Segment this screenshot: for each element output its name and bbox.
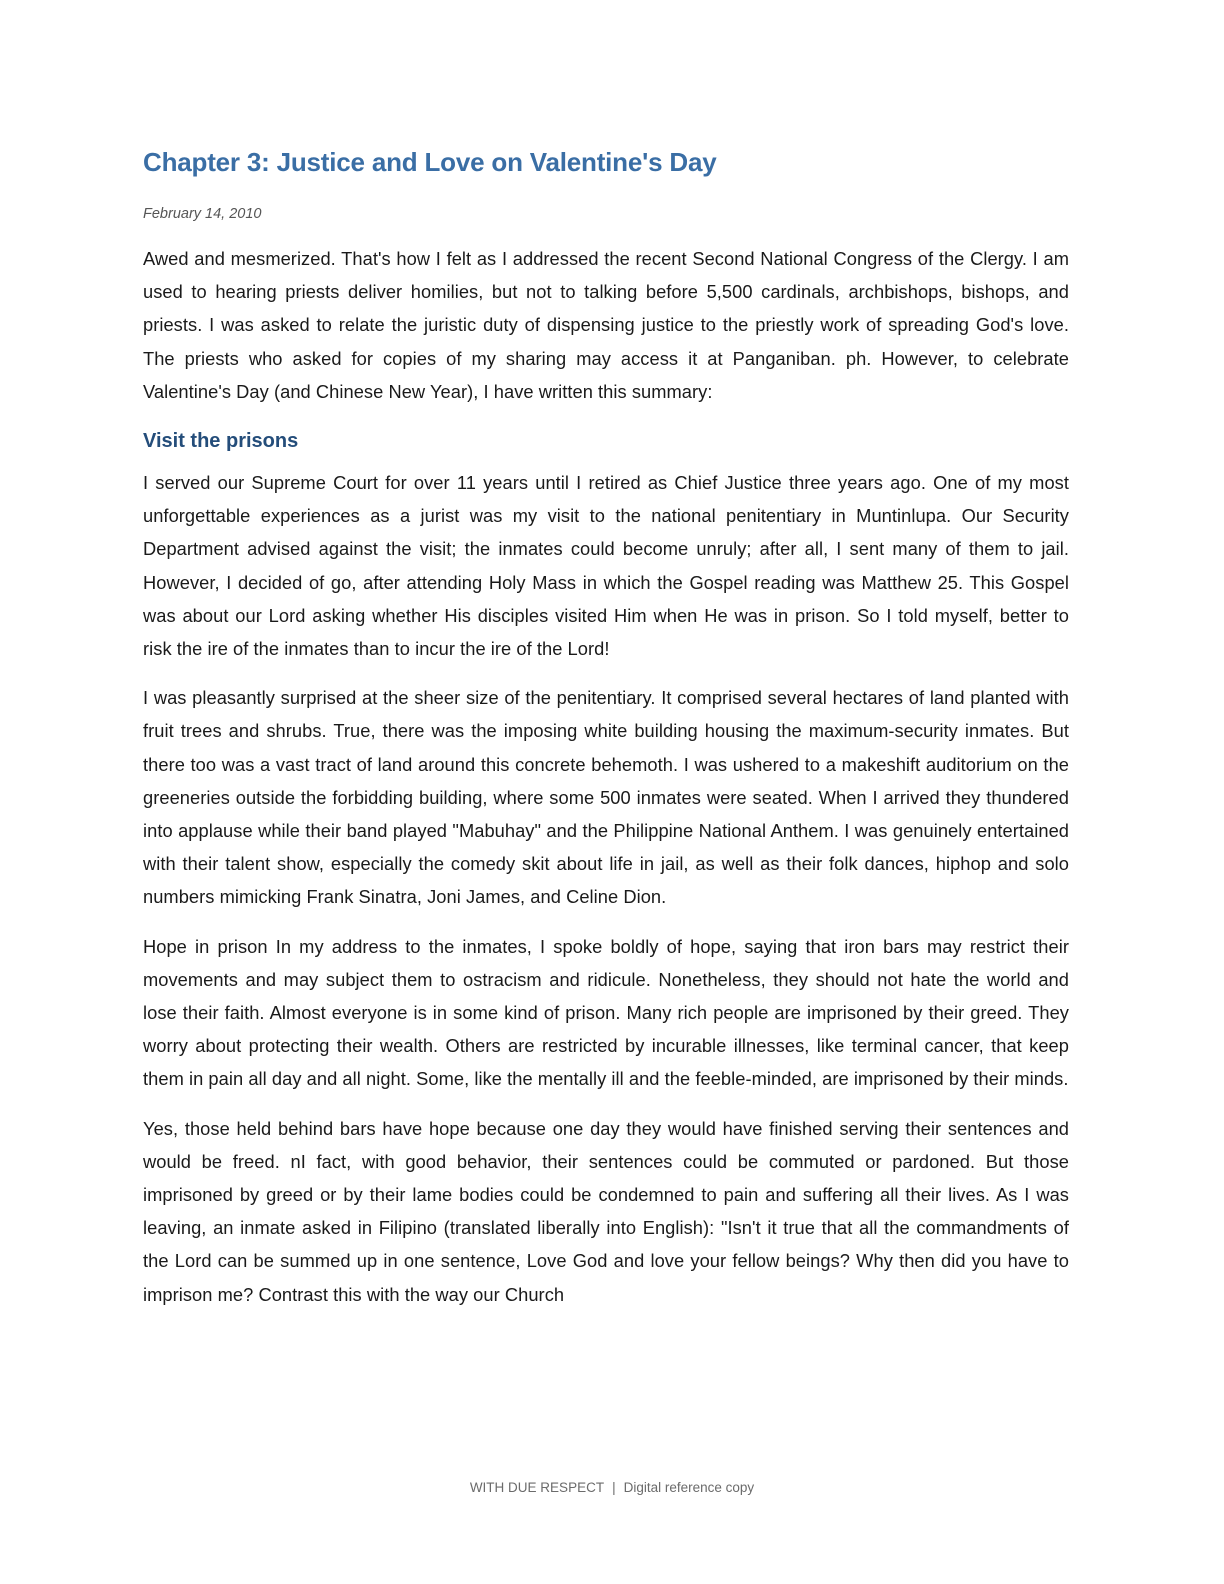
- body-paragraph: I served our Supreme Court for over 11 years until I retired as Chief Justice three years ago. One of my most unforgettable experiences as a jurist was my visit to the national penitentiary in Muntinlupa. Our Security Department advised against the visit; the inmates could become unruly; after all, I sent many of them to jail. However, I decided of go, after attending Holy Mass in which the Gospel reading was Matthew 25. This Gospel was about our Lord asking whether His disciples visited Him when He was in prison. So I told myself, better to risk the ire of the inmates than to incur the ire of the Lord!: [143, 472, 1069, 660]
- footer-separator: |: [612, 1480, 616, 1495]
- chapter-date: February 14, 2010: [143, 206, 262, 222]
- intro-paragraph: Awed and mesmerized. That's how I felt as I addressed the recent Second National Congress of the Clergy. I am used to hearing priests deliver homilies, but not to talking before 5,500 cardinals, archbishops, bishops, and priests. I was asked to relate the juristic duty of dispensing justice to the priestly work of spreading God's love. The priests who asked for copies of my sharing may access it at Panganiban. ph. However, to celebrate Valentine's Day (and Chinese New Year), I have written this summary:: [143, 248, 1069, 402]
- section-heading: Visit the prisons: [143, 430, 299, 453]
- body-paragraph: Yes, those held behind bars have hope because one day they would have finished serving their sentences and would be freed. nI fact, with good behavior, their sentences could be commuted or pardoned. But those imprisoned by greed or by their lame bodies could be condemned to pain and suffering all their lives. As I was leaving, an inmate asked in Filipino (translated liberally into English): "Isn't it true that all the commandments of the Lord can be summed up in one sentence, Love God and love your fellow beings? Why then did you have to imprison me? Contrast this with the way our Church: [143, 1117, 1069, 1305]
- page-footer: [0, 1478, 1224, 1498]
- footer-copy-note: Digital reference copy: [623, 1480, 755, 1495]
- document-page: [143, 140, 1069, 1311]
- chapter-title: Chapter 3: Justice and Love on Valentine's Day: [143, 147, 717, 177]
- body-paragraph: I was pleasantly surprised at the sheer size of the penitentiary. It comprised several hectares of land planted with fruit trees and shrubs. True, there was the imposing white building housing the maximum-security inmates. But there too was a vast tract of land around this concrete behemoth. I was ushered to a makeshift auditorium on the greeneries outside the forbidding building, where some 500 inmates were seated. When I arrived they thundered into applause while their band played "Mabuhay" and the Philippine National Anthem. I was genuinely entertained with their talent show, especially the comedy skit about life in jail, as well as their folk dances, hiphop and solo numbers mimicking Frank Sinatra, Joni James, and Celine Dion.: [143, 687, 1069, 908]
- body-paragraph: Hope in prison In my address to the inmates, I spoke boldly of hope, saying that iron bars may restrict their movements and may subject them to ostracism and ridicule. Nonetheless, they should not hate the world and lose their faith. Almost everyone is in some kind of prison. Many rich people are imprisoned by their greed. They worry about protecting their wealth. Others are restricted by incurable illnesses, like terminal cancer, that keep them in pain all day and all night. Some, like the mentally ill and the feeble-minded, are imprisoned by their minds.: [143, 935, 1069, 1090]
- footer-book-title: WITH DUE RESPECT: [469, 1480, 605, 1495]
